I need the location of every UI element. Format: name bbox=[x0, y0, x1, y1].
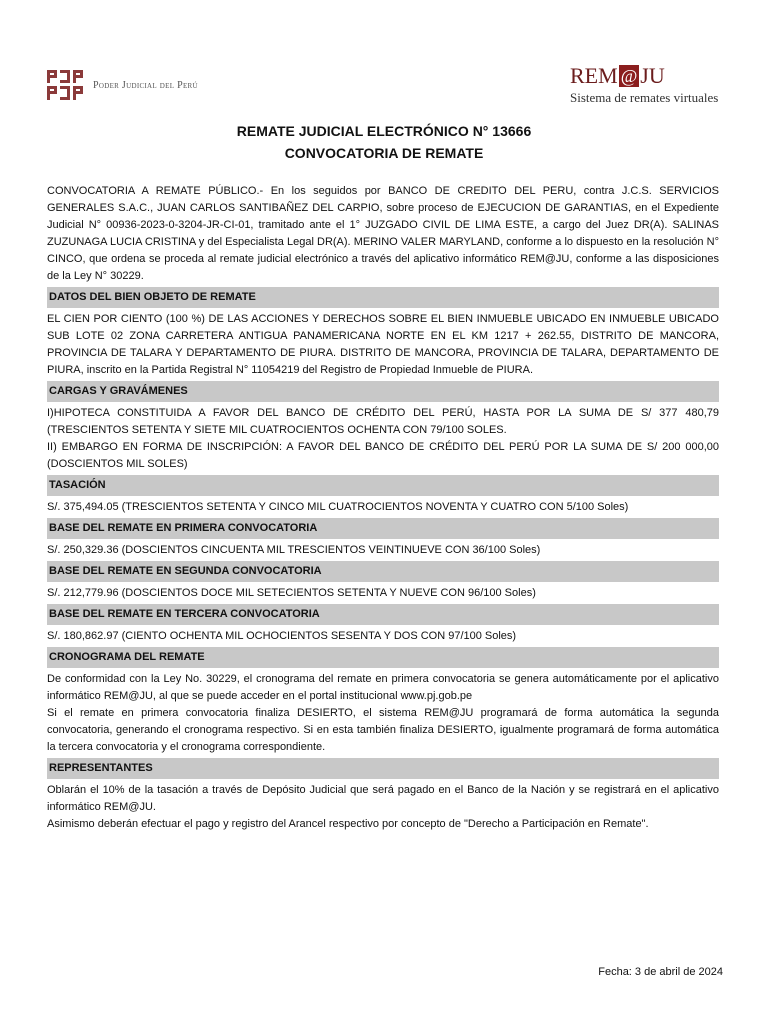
section-text-cronograma-2: Si el remate en primera convocatoria finaliza DESIERTO, el sistema REM@JU programará de forma automática la segunda convocatoria, generando el cronograma respectivo. Si en esta también finaliza DESIERTO, igualmente programará de forma automática la tercera convocatoria y el cronograma correspondiente. bbox=[47, 707, 719, 753]
section-heading-bien: DATOS DEL BIEN OBJETO DE REMATE bbox=[47, 287, 719, 308]
remaju-at-box: @ bbox=[620, 66, 638, 86]
poder-judicial-text: Poder Judicial del Perú bbox=[93, 79, 198, 91]
section-heading-base2: BASE DEL REMATE EN SEGUNDA CONVOCATORIA bbox=[47, 561, 719, 582]
section-text-cronograma-1: De conformidad con la Ley No. 30229, el cronograma del remate en primera convocatoria se genera automáticamente por el aplicativo informático REM@JU, al que se puede acceder en el portal institucional www.pj.gob.pe bbox=[47, 673, 719, 702]
section-text-base3: S/. 180,862.97 (CIENTO OCHENTA MIL OCHOCIENTOS SESENTA Y DOS CON 97/100 Soles) bbox=[47, 630, 517, 642]
section-heading-base3: BASE DEL REMATE EN TERCERA CONVOCATORIA bbox=[47, 604, 719, 625]
remaju-wordmark bbox=[570, 64, 718, 88]
document-body bbox=[47, 183, 719, 833]
title-line-2: CONVOCATORIA DE REMATE bbox=[284, 145, 484, 161]
section-text-base2: S/. 212,779.96 (DOSCIENTOS DOCE MIL SETECIENTOS SETENTA Y NUEVE CON 96/100 Soles) bbox=[47, 587, 536, 599]
section-heading-tasacion: TASACIÓN bbox=[47, 475, 719, 496]
title-line-1: REMATE JUDICIAL ELECTRÓNICO N° 13666 bbox=[236, 123, 532, 139]
remaju-subtitle: Sistema de remates virtuales bbox=[570, 90, 719, 105]
section-text-cargas-1: I)HIPOTECA CONSTITUIDA A FAVOR DEL BANCO DE CRÉDITO DEL PERÚ, HASTA POR LA SUMA DE S/ 377 480,79 (TRESCIENTOS SETENTA Y SIETE MIL CUATROCIENTOS OCHENTA CON 79/100 SOLES. bbox=[47, 407, 719, 436]
section-text-tasacion: S/. 375,494.05 (TRESCIENTOS SETENTA Y CINCO MIL CUATROCIENTOS NOVENTA Y CUATRO CON 5/100 Soles) bbox=[47, 501, 629, 513]
poder-judicial-logo bbox=[47, 70, 198, 100]
section-heading-cargas: CARGAS Y GRAVÁMENES bbox=[47, 381, 719, 402]
section-heading-cronograma: CRONOGRAMA DEL REMATE bbox=[47, 647, 719, 668]
section-text-representantes-2: Asimismo deberán efectuar el pago y registro del Arancel respectivo por concepto de "Derecho a Participación en Remate". bbox=[47, 818, 649, 830]
remaju-logo bbox=[570, 64, 718, 106]
section-text-bien: EL CIEN POR CIENTO (100 %) DE LAS ACCIONES Y DERECHOS SOBRE EL BIEN INMUEBLE UBICADO EN INMUEBLE UBICADO SUB LOTE 02 ZONA CARRETERA ANTIGUA PANAMERICANA NORTE EN EL KM 1217 + 262.55, DISTRITO DE MANCORA, PROVINCIA DE TALARA Y DEPARTAMENTO DE PIURA. DISTRITO DE MANCORA, PROVINCIA DE TALARA, DEPARTAMENTO DE PIURA, inscrito en la Partida Registral N° 11054219 del Registro de Propiedad Inmueble de PIURA. bbox=[47, 313, 719, 376]
section-text-representantes-1: Oblarán el 10% de la tasación a través de Depósito Judicial que será pagado en el Banco de la Nación y se registrará en el aplicativo informático REM@JU. bbox=[47, 784, 719, 813]
document-date: Fecha: 3 de abril de 2024 bbox=[598, 966, 723, 978]
intro-paragraph: CONVOCATORIA A REMATE PÚBLICO.- En los seguidos por BANCO DE CREDITO DEL PERU, contra J.C.S. SERVICIOS GENERALES S.A.C., JUAN CARLOS SANTIBAÑEZ DEL CARPIO, sobre proceso de EJECUCION DE GARANTIAS, en el Expediente Judicial N° 00936-2023-0-3204-JR-CI-01, tramitado ante el 1° JUZGADO CIVIL DE LIMA ESTE, a cargo del Juez DR(A). SALINAS ZUZUNAGA LUCIA CRISTINA y del Especialista Legal DR(A). MERINO VALER MARYLAND, conforme a lo dispuesto en la resolución N° CINCO, que ordena se proceda al remate judicial electrónico a través del aplicativo informático REM@JU, conforme a las disposiciones de la Ley N° 30229. bbox=[47, 185, 719, 282]
remaju-suffix: JU bbox=[640, 63, 665, 88]
section-heading-representantes: REPRESENTANTES bbox=[47, 758, 719, 779]
section-heading-base1: BASE DEL REMATE EN PRIMERA CONVOCATORIA bbox=[47, 518, 719, 539]
document-title bbox=[0, 120, 768, 164]
poder-judicial-emblem-icon bbox=[47, 70, 83, 100]
section-text-base1: S/. 250,329.36 (DOSCIENTOS CINCUENTA MIL TRESCIENTOS VEINTINUEVE CON 36/100 Soles) bbox=[47, 544, 541, 556]
section-text-cargas-2: II) EMBARGO EN FORMA DE INSCRIPCIÓN: A FAVOR DEL BANCO DE CRÉDITO DEL PERÚ POR LA SUMA DE S/ 200 000,00 (DOSCIENTOS MIL SOLES) bbox=[47, 441, 719, 470]
remaju-prefix: REM bbox=[570, 63, 618, 88]
